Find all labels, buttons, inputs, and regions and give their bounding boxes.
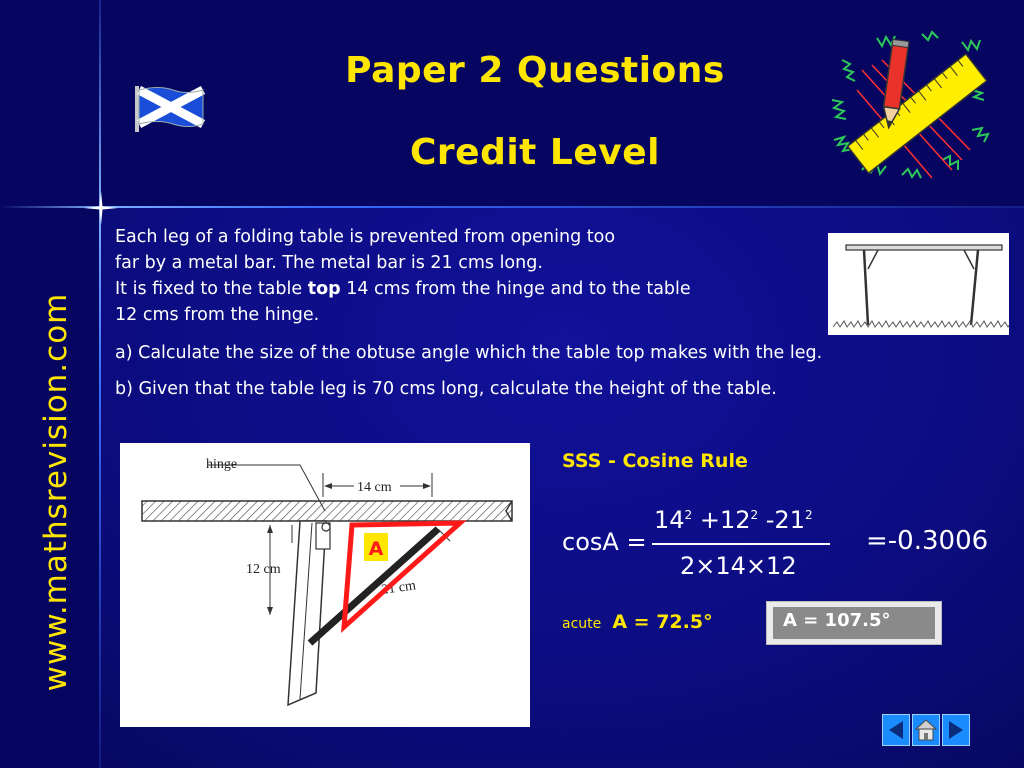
exp-a: 2 (684, 508, 693, 522)
answer-panel (773, 607, 935, 639)
exp-c: 2 (804, 508, 813, 522)
question-line-3-start: It is fixed to the table (115, 279, 308, 299)
num-b: 12 (719, 506, 751, 534)
num-a: 14 (654, 506, 685, 534)
formula-result: =-0.3006 (866, 526, 989, 556)
sparkle-icon (84, 191, 118, 225)
cosine-formula (560, 502, 1010, 592)
angle-label: A (368, 538, 384, 560)
page-subtitle: Credit Level (409, 132, 661, 173)
header-divider-line (0, 206, 1024, 208)
hinge-diagram (120, 443, 530, 727)
answer-text: A = 107.5° (783, 610, 891, 631)
question-line-3-end: 14 cms from the hinge and to the table (340, 279, 691, 299)
question-line-2: far by a metal bar. The metal bar is 21 cms long. (115, 253, 543, 273)
result-value: -0.3006 (887, 526, 989, 556)
den-b: 14 (715, 552, 746, 580)
den-a: 2 (680, 552, 696, 580)
top-length-label: 14 cm (357, 480, 392, 495)
rule-label: SSS - Cosine Rule (562, 450, 748, 472)
arrow-left-icon (883, 715, 909, 745)
question-part-a: a) Calculate the size of the obtuse angle which the table top makes with the leg. (115, 343, 823, 363)
formula-denominator: 2×14×12 (680, 552, 797, 580)
den-c: 12 (766, 552, 797, 580)
formula-numerator: $14^2 +12^2$ $-21^2$ (654, 506, 813, 534)
question-line-4: 12 cms from the hinge. (115, 305, 320, 325)
acute-angle-line (562, 611, 713, 633)
home-icon (913, 715, 939, 745)
acute-value: A = 72.5° (612, 611, 713, 633)
page-title: Paper 2 Questions (345, 50, 725, 91)
home-button[interactable] (912, 714, 940, 746)
folding-table-image (828, 233, 1009, 335)
exp-b: 2 (750, 508, 759, 522)
arrow-right-icon (943, 715, 969, 745)
leg-length-label: 12 cm (246, 562, 281, 577)
question-line-3-bold: top (307, 279, 341, 299)
hinge-label: hinge (206, 457, 238, 472)
ruler-pencil-icon (822, 30, 1000, 190)
previous-button[interactable] (882, 714, 910, 746)
sidebar-divider-line (99, 0, 101, 768)
question-line-1: Each leg of a folding table is prevented from opening too (115, 227, 616, 247)
fraction-bar (652, 543, 830, 545)
next-button[interactable] (942, 714, 970, 746)
question-part-b: b) Given that the table leg is 70 cms long, calculate the height of the table. (115, 379, 777, 399)
website-url: www.mathsrevision.com (38, 292, 74, 692)
num-c: 21 (774, 506, 805, 534)
scottish-flag-icon (133, 84, 205, 134)
question-line-3 (115, 276, 691, 302)
highlight-triangle (344, 523, 460, 627)
formula-lhs: cosA = (562, 528, 647, 556)
answer-box (766, 601, 942, 645)
cos-lhs: cosA (562, 528, 619, 556)
bar-length-label: 21 cm (380, 578, 417, 598)
acute-label: acute (562, 616, 602, 632)
slide-navigation (882, 714, 970, 746)
